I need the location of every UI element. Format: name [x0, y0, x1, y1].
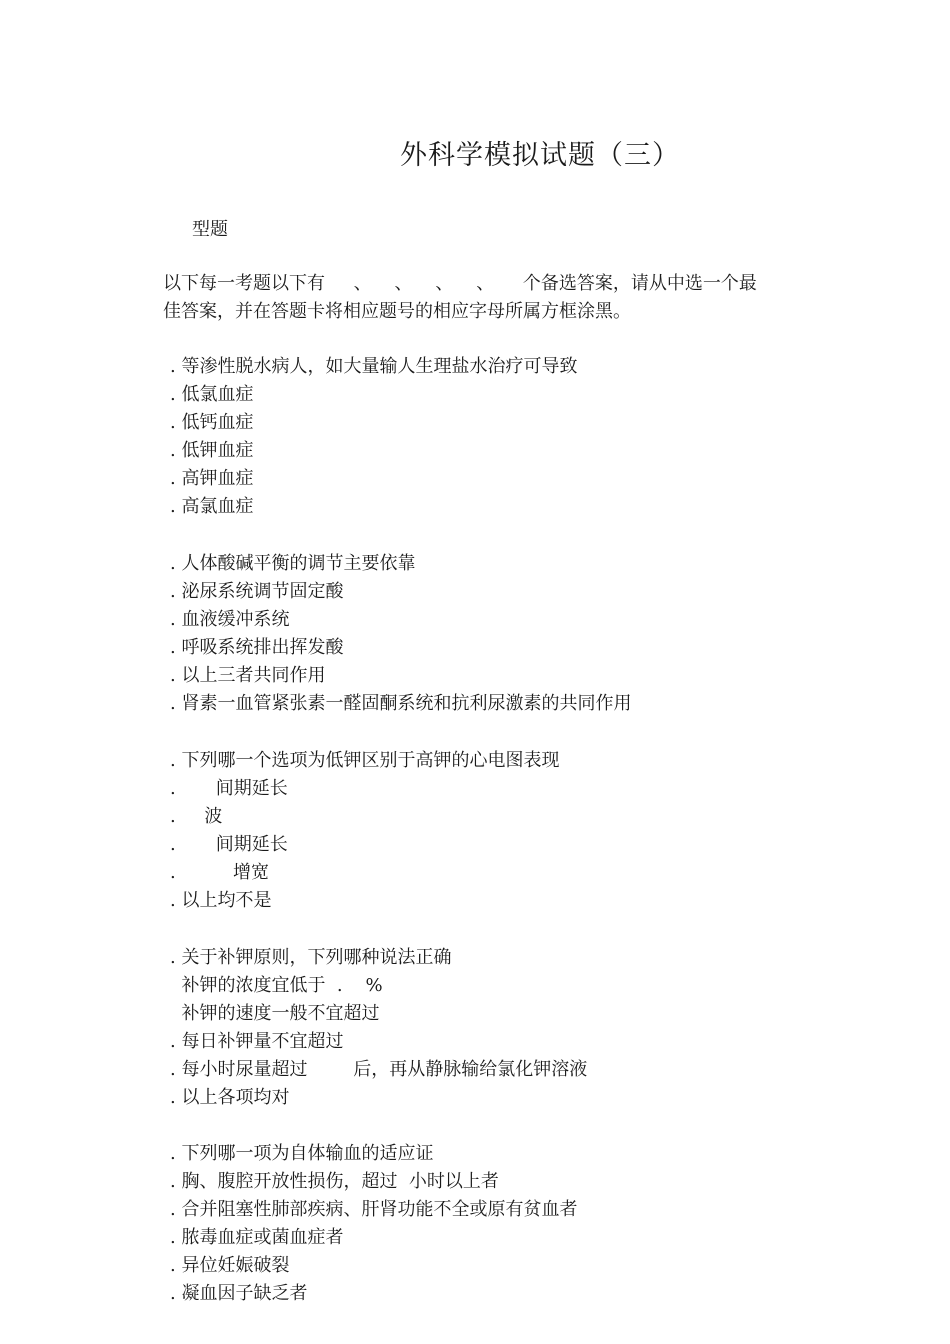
section-label: 型题 — [192, 219, 228, 240]
question-stem: . 下列哪一个选项为低钾区别于高钾的心电图表现 — [170, 750, 560, 771]
option: . 高钾血症 — [170, 468, 254, 489]
option: . 每日补钾量不宜超过 — [170, 1031, 344, 1052]
option: 补钾的浓度宜低于 . % — [170, 975, 383, 996]
option: . 肾素一血管紧张素一醛固酮系统和抗利尿激素的共同作用 — [170, 693, 632, 714]
option: . 以上均不是 — [170, 890, 272, 911]
option: . 合并阻塞性肺部疾病、肝肾功能不全或原有贫血者 — [170, 1199, 578, 1220]
option: . 高氯血症 — [170, 496, 254, 517]
option: . 间期延长 — [170, 778, 288, 799]
question-2 — [170, 550, 631, 718]
option: . 增宽 — [170, 862, 269, 883]
question-5 — [170, 1140, 577, 1308]
question-1 — [170, 353, 577, 521]
question-stem: . 下列哪一项为自体输血的适应证 — [170, 1143, 434, 1164]
option: . 泌尿系统调节固定酸 — [170, 581, 344, 602]
question-stem: . 等渗性脱水病人，如大量输人生理盐水治疗可导致 — [170, 356, 578, 377]
question-3 — [170, 747, 559, 915]
instruction-line: 佳答案，并在答题卡将相应题号的相应字母所属方框涂黑。 — [163, 301, 631, 322]
option: . 以上各项均对 — [170, 1087, 290, 1108]
question-stem: . 关于补钾原则，下列哪种说法正确 — [170, 947, 452, 968]
option: . 胸、腹腔开放性损伤，超过 小时以上者 — [170, 1171, 499, 1192]
option: . 每小时尿量超过 后，再从静脉输给氯化钾溶液 — [170, 1059, 588, 1080]
instructions — [163, 270, 763, 326]
option: 补钾的速度一般不宜超过 — [170, 1003, 380, 1024]
instruction-line: 以下每一考题以下有 、 、 、 、 个备选答案，请从中选一个最 — [163, 273, 757, 294]
question-stem: . 人体酸碱平衡的调节主要依靠 — [170, 553, 416, 574]
option: . 低钾血症 — [170, 440, 254, 461]
option: . 凝血因子缺乏者 — [170, 1283, 308, 1304]
option: . 脓毒血症或菌血症者 — [170, 1227, 344, 1248]
option: . 低钙血症 — [170, 412, 254, 433]
option: . 低氯血症 — [170, 384, 254, 405]
option: . 间期延长 — [170, 834, 288, 855]
option: . 以上三者共同作用 — [170, 665, 326, 686]
question-4 — [170, 944, 587, 1112]
option: . 血液缓冲系统 — [170, 609, 290, 630]
option: . 波 — [170, 806, 223, 827]
page-title: 外科学模拟试题（三） — [400, 140, 680, 171]
option: . 呼吸系统排出挥发酸 — [170, 637, 344, 658]
option: . 异位妊娠破裂 — [170, 1255, 290, 1276]
